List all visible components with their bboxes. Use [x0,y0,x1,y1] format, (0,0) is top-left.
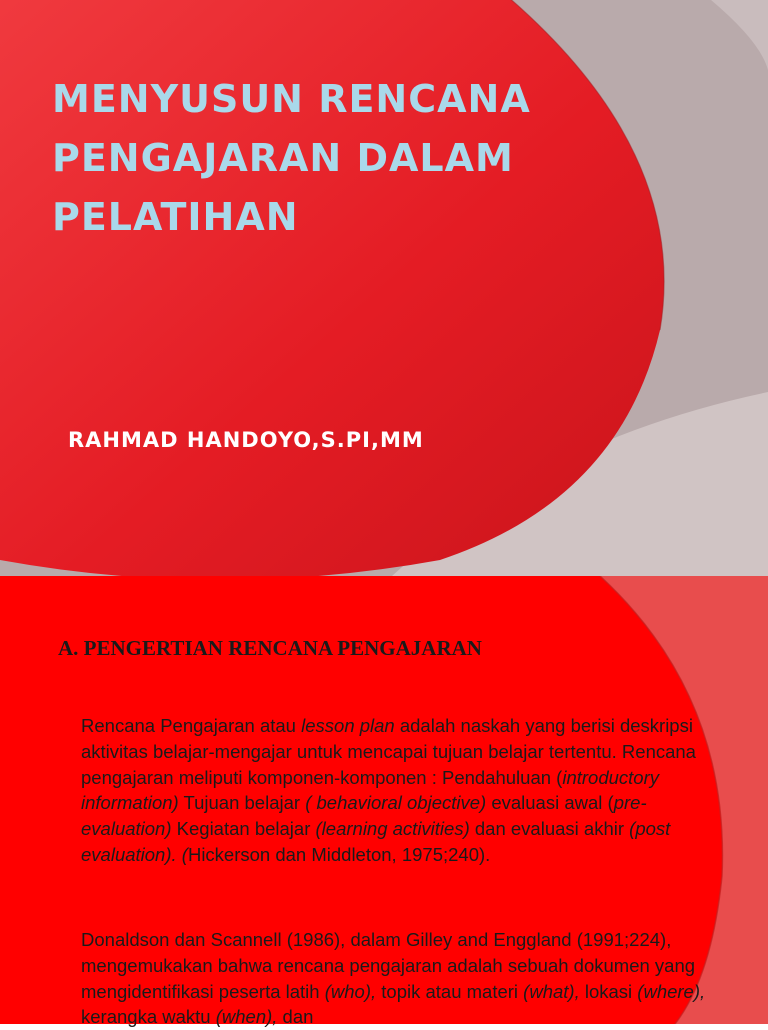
p2-text-3: lokasi [579,980,638,1002]
p2-text-1: Donaldson dan Scannell (1986), dalam Gilley and Enggland (1991;224), mengemukakan bahwa rencana pengajaran adalah sebuah dokumen yang mengidentifikasi peserta latih [81,929,696,1002]
author-name: RAHMAD HANDOYO,S.PI,MM [68,428,424,452]
p2-term-who: (who), [324,980,377,1002]
p1-text-2: adalah naskah yang berisi deskripsi aktivitas belajar-mengajar untuk mencapai tujuan belajar tertentu. Rencana pengajaran meliputi komponen-komponen : Pendahuluan ( [81,715,696,788]
p1-term-lesson-plan: lesson plan [301,715,395,736]
p1-term-introductory: introductory information) [81,766,659,814]
p2-term-what: (what), [523,980,580,1002]
section-heading: A. PENGERTIAN RENCANA PENGAJARAN [58,636,482,660]
presentation-title: MENYUSUN RENCANA PENGAJARAN DALAM PELATIHAN [52,77,531,239]
p1-term-pre-evaluation: pre-evaluation) [81,792,647,840]
p1-term-post-evaluation: (post evaluation). ( [81,818,671,865]
p1-text-4: evaluasi awal ( [486,792,614,814]
p1-text-6: dan evaluasi akhir [469,818,630,840]
p2-text-5: dan [277,1006,314,1028]
p2-text-2: topik atau materi [376,980,524,1002]
paragraph-donaldson [81,927,731,1030]
p2-term-where: (where), [637,980,706,1002]
p1-text-7: Hickerson dan Middleton, 1975;240). [187,843,491,865]
p1-term-behavioral: ( behavioral objective) [305,792,487,814]
p1-term-learning-activities: (learning activities) [315,818,470,840]
p1-text-5: Kegiatan belajar [171,818,316,840]
p2-term-when: (when), [215,1006,278,1028]
p2-text-4: kerangka waktu [81,1006,216,1028]
paragraph-definition [81,713,731,868]
p1-text-3: Tujuan belajar [178,792,306,814]
p1-text-1: Rencana Pengajaran atau [81,715,302,736]
